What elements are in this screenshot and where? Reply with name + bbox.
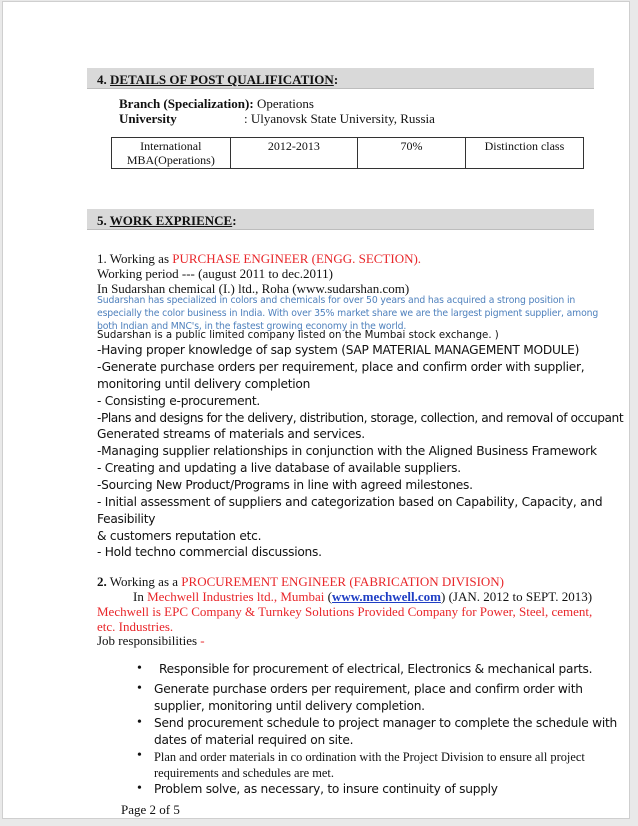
job1-duty-line: - Initial assessment of suppliers and categorization based on Capability, Capacity, and: [97, 495, 603, 509]
job2-bullet-line: Responsible for procurement of electrical, Electronics & mechanical parts.: [159, 662, 593, 676]
job1-duty-line: - Consisting e-procurement.: [97, 394, 261, 408]
table-cell: International MBA(Operations): [112, 138, 231, 169]
job1-prefix: 1. Working as: [97, 251, 173, 266]
bullet-icon: •: [137, 661, 142, 676]
job2-number: 2.: [97, 574, 107, 589]
job1-title-line: [97, 251, 421, 267]
job2-company: Mechwell Industries ltd., Mumbai: [147, 589, 325, 604]
section-5-number: 5.: [97, 213, 107, 228]
job2-role: PROCUREMENT ENGINEER (FABRICATION DIVISION): [181, 574, 505, 589]
section-5-heading: [97, 213, 237, 229]
job1-role: PURCHASE ENGINEER (ENGG. SECTION).: [172, 251, 422, 266]
responsibilities-dash: -: [200, 633, 205, 648]
job1-period: Working period --- (august 2011 to dec.2011): [97, 266, 333, 281]
job1-duty-line: & customers reputation etc.: [97, 529, 262, 543]
job2-bullet-line: dates of material required on site.: [154, 733, 354, 747]
job2-prefix: Working as a: [106, 574, 182, 589]
table-cell: 70%: [358, 138, 466, 169]
job2-about-line: etc. Industries.: [97, 619, 174, 634]
job2-bullet-line: Send procurement schedule to project manager to complete the schedule with: [154, 716, 617, 730]
job2-open-paren: (: [324, 589, 332, 604]
responsibilities-label-text: Job responsibilities: [97, 633, 201, 648]
job1-duty-line: -Sourcing New Product/Programs in line with agreed milestones.: [97, 478, 473, 492]
job1-duty-line: -Having proper knowledge of sap system (SAP MATERIAL MANAGEMENT MODULE): [97, 343, 580, 357]
bullet-icon: •: [137, 681, 142, 696]
job2-bullet-line: Generate purchase orders per requirement, place and confirm order with: [154, 682, 583, 696]
job2-bullet-line: supplier, monitoring until delivery completion.: [154, 699, 425, 713]
bullet-icon: •: [137, 715, 142, 730]
job1-listed-note: Sudarshan is a public limited company listed on the Mumbai stock exchange. ): [97, 330, 499, 341]
job1-duty-line: monitoring until delivery completion: [97, 377, 311, 391]
branch-label: Branch (Specialization):: [119, 96, 254, 111]
job1-duty-line: - Creating and updating a live database of available suppliers.: [97, 461, 461, 475]
qualification-table: [111, 137, 584, 169]
page-number: Page 2 of 5: [121, 802, 180, 817]
job2-bullet-line: Problem solve, as necessary, to insure continuity of supply: [154, 782, 498, 796]
job2-in-word: In: [133, 589, 148, 604]
job1-about-line: Sudarshan has specialized in colors and chemicals for over 50 years and has acquired a strong position in: [97, 295, 576, 306]
university-value: : Ulyanovsk State University, Russia: [244, 111, 435, 126]
table-row: [112, 138, 584, 169]
section-4-number: 4.: [97, 72, 107, 87]
section-5-title: WORK EXPRIENCE: [109, 213, 233, 228]
job1-duty-line: - Hold techno commercial discussions.: [97, 545, 322, 559]
document-page: [2, 1, 630, 819]
job1-duty-line: Feasibility: [97, 512, 156, 526]
section-4-colon: :: [333, 72, 339, 87]
job2-bullet-line: Plan and order materials in co ordination with the Project Division to ensure all project: [154, 750, 585, 764]
job2-responsibilities-label: [97, 633, 205, 649]
job2-company-line: [133, 589, 592, 605]
job2-website-link[interactable]: www.mechwell.com: [331, 589, 441, 604]
job2-about-line: Mechwell is EPC Company & Turnkey Solutions Provided Company for Power, Steel, cement,: [97, 604, 593, 619]
job1-duty-line: -Plans and designs for the delivery, distribution, storage, collection, and removal of occupant: [97, 411, 624, 425]
job1-duty-line: -Generate purchase orders per requirement, place and confirm order with supplier,: [97, 360, 585, 374]
job1-about-line: both Indian and MNC's, in the fastest growing economy in the world.: [97, 321, 407, 332]
job1-duty-line: -Managing supplier relationships in conjunction with the Aligned Business Framework: [97, 444, 597, 458]
section-5-colon: :: [232, 213, 237, 228]
job2-bullet-line: requirements and schedules are met.: [154, 766, 334, 780]
section-4-heading: [97, 72, 338, 88]
bullet-icon: •: [137, 748, 142, 763]
job1-about-line: especially the color business in India. With over 35% market share we are the largest pigment supplier, among: [97, 308, 599, 319]
job1-company: In Sudarshan chemical (I.) ltd., Roha (www.sudarshan.com): [97, 281, 410, 296]
section-4-title: DETAILS OF POST QUALIFICATION: [110, 72, 334, 87]
bullet-icon: •: [137, 781, 142, 796]
table-cell: Distinction class: [465, 138, 583, 169]
job1-duty-line: Generated streams of materials and services.: [97, 427, 365, 441]
job2-dates: ) (JAN. 2012 to SEPT. 2013): [441, 589, 593, 604]
branch-value: Operations: [253, 96, 314, 111]
branch-line: [119, 96, 314, 112]
university-label: University: [119, 111, 177, 126]
table-cell: 2012-2013: [230, 138, 358, 169]
job2-title-line: [97, 574, 504, 590]
